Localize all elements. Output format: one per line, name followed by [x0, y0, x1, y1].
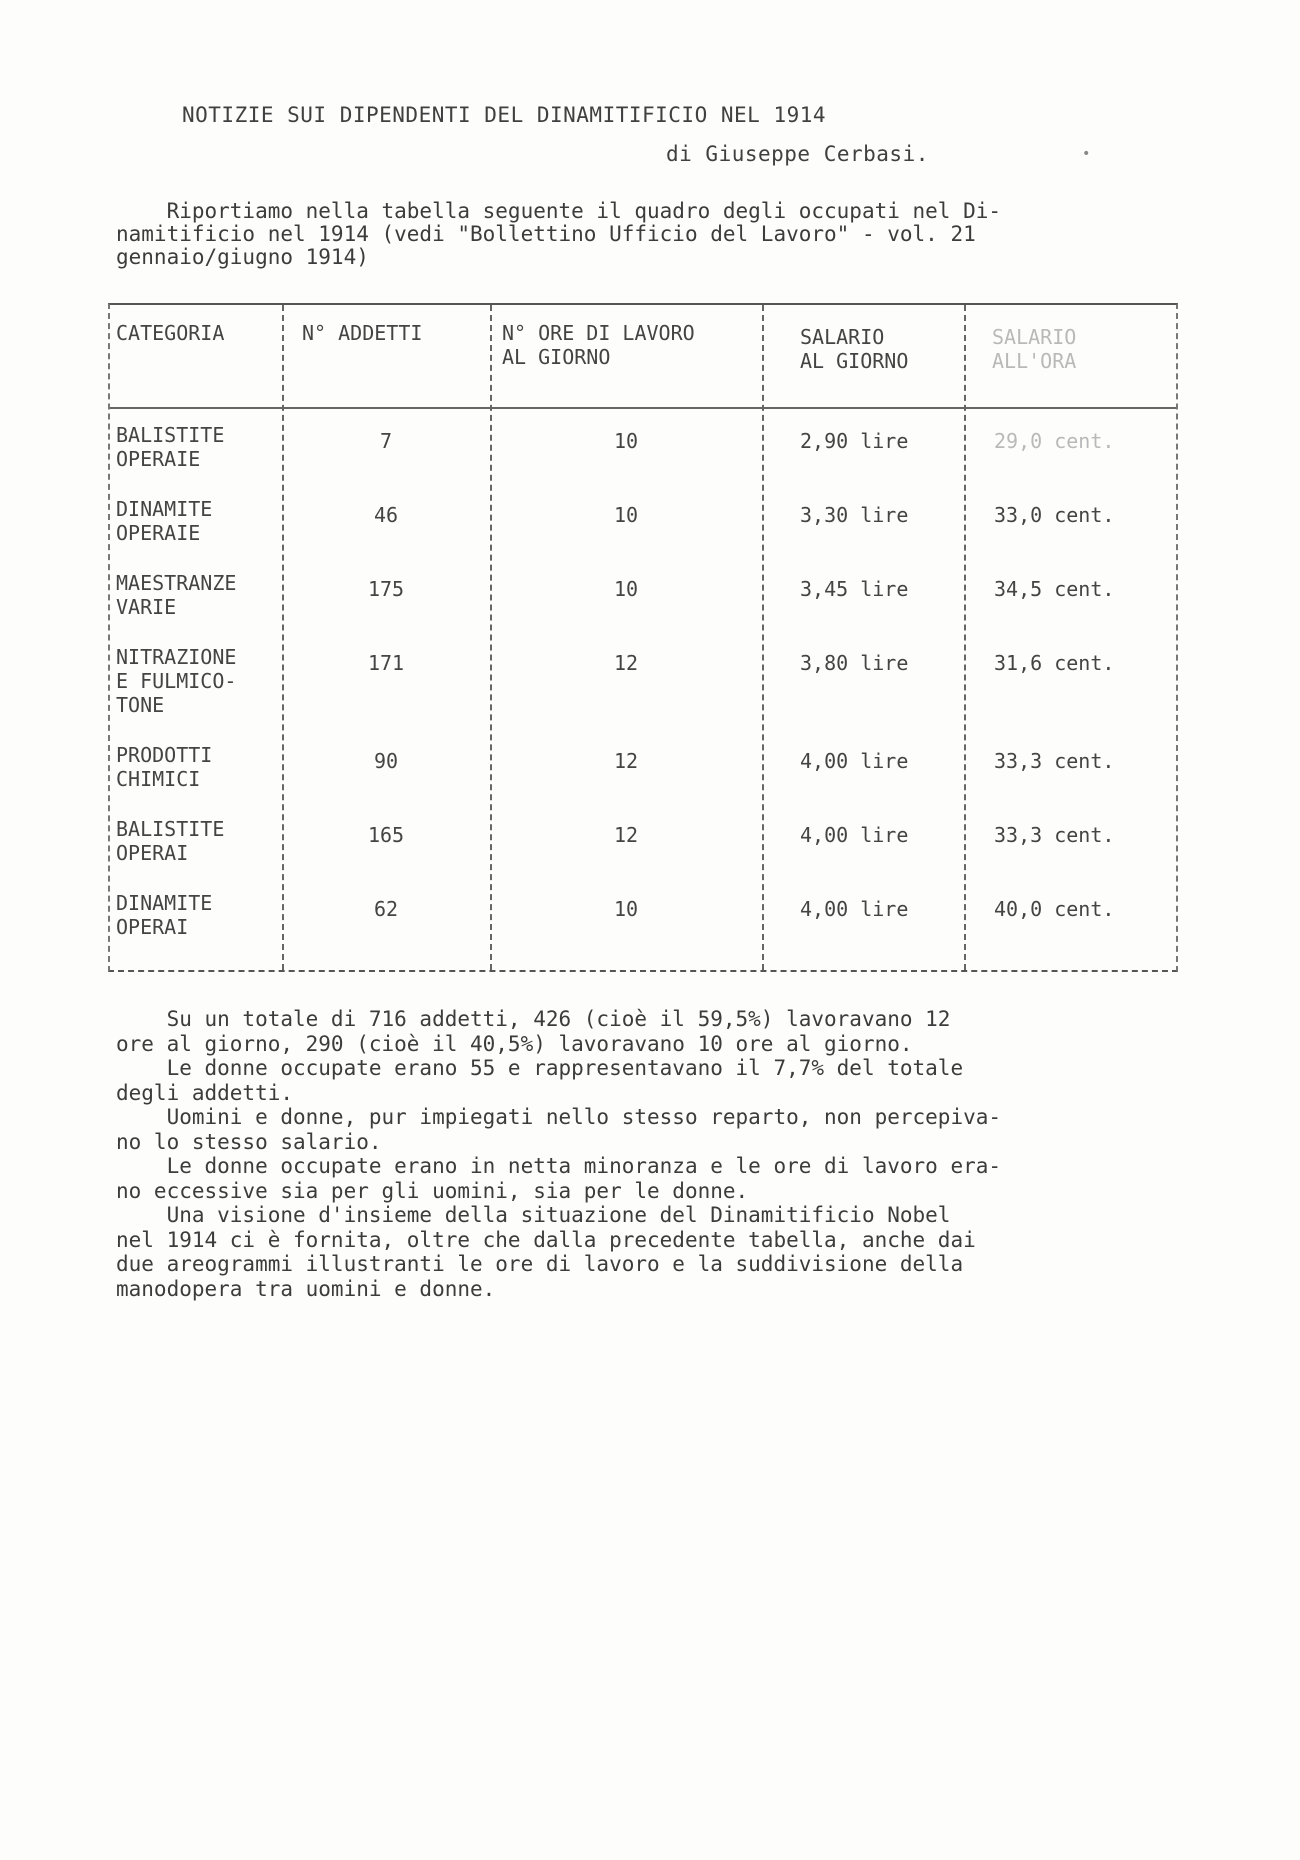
- intro-paragraph: [116, 200, 1206, 269]
- row-1-categoria: BALISTITE OPERAIE: [116, 423, 225, 471]
- body-line: no eccessive sia per gli uomini, sia per le donne.: [116, 1178, 749, 1203]
- body-paragraphs: [116, 1007, 1206, 1301]
- body-line: Una visione d'insieme della situazione del Dinamitificio Nobel: [116, 1203, 951, 1227]
- row-6-ore: 12: [613, 823, 639, 847]
- row-3-addetti: 175: [367, 577, 405, 601]
- column-divider: [282, 305, 284, 970]
- column-divider: [964, 305, 966, 970]
- header-divider: [110, 407, 1176, 409]
- body-line: ore al giorno, 290 (cioè il 40,5%) lavoravano 10 ore al giorno.: [116, 1031, 913, 1056]
- body-line: Le donne occupate erano 55 e rappresentavano il 7,7% del totale: [116, 1056, 964, 1080]
- row-3-categoria: MAESTRANZE VARIE: [116, 571, 237, 619]
- row-4-ore: 12: [613, 651, 639, 675]
- row-1-ore: 10: [613, 429, 639, 453]
- body-line: degli addetti.: [116, 1080, 294, 1105]
- header-ore: N° ORE DI LAVORO AL GIORNO: [502, 321, 695, 369]
- row-5-addetti: 90: [373, 749, 399, 773]
- row-2-salario-ora: 33,0 cent.: [994, 503, 1115, 527]
- column-divider: [490, 305, 492, 970]
- row-5-categoria: PRODOTTI CHIMICI: [116, 743, 213, 791]
- intro-line: namitificio nel 1914 (vedi "Bollettino Ufficio del Lavoro" - vol. 21: [116, 222, 976, 246]
- row-7-salario-giorno: 4,00 lire: [800, 897, 909, 921]
- row-7-ore: 10: [613, 897, 639, 921]
- row-4-addetti: 171: [367, 651, 405, 675]
- document-author: di Giuseppe Cerbasi.: [666, 142, 929, 166]
- row-4-categoria: NITRAZIONE E FULMICO- TONE: [116, 645, 237, 717]
- row-1-salario-ora: 29,0 cent.: [994, 429, 1115, 453]
- row-3-salario-ora: 34,5 cent.: [994, 577, 1115, 601]
- row-1-salario-giorno: 2,90 lire: [800, 429, 909, 453]
- body-line: Le donne occupate erano in netta minoranza e le ore di lavoro era-: [116, 1154, 1002, 1178]
- row-2-addetti: 46: [373, 503, 399, 527]
- body-line: Su un totale di 716 addetti, 426 (cioè il 59,5%) lavoravano 12: [116, 1007, 951, 1031]
- row-7-categoria: DINAMITE OPERAI: [116, 891, 213, 939]
- row-4-salario-giorno: 3,80 lire: [800, 651, 909, 675]
- row-3-ore: 10: [613, 577, 639, 601]
- body-line: nel 1914 ci è fornita, oltre che dalla precedente tabella, anche dai: [116, 1227, 976, 1252]
- body-line: no lo stesso salario.: [116, 1129, 382, 1154]
- row-6-addetti: 165: [367, 823, 405, 847]
- row-7-salario-ora: 40,0 cent.: [994, 897, 1115, 921]
- row-5-salario-giorno: 4,00 lire: [800, 749, 909, 773]
- header-salario-giorno: SALARIO AL GIORNO: [800, 325, 909, 373]
- body-line: Uomini e donne, pur impiegati nello stesso reparto, non percepiva-: [116, 1105, 1002, 1129]
- document-title: NOTIZIE SUI DIPENDENTI DEL DINAMITIFICIO NEL 1914: [182, 103, 827, 127]
- column-divider: [762, 305, 764, 970]
- row-2-salario-giorno: 3,30 lire: [800, 503, 909, 527]
- row-2-ore: 10: [613, 503, 639, 527]
- row-1-addetti: 7: [379, 429, 393, 453]
- body-line: due areogrammi illustranti le ore di lavoro e la suddivisione della: [116, 1252, 964, 1276]
- employees-table: [108, 303, 1178, 972]
- row-5-salario-ora: 33,3 cent.: [994, 749, 1115, 773]
- row-2-categoria: DINAMITE OPERAIE: [116, 497, 213, 545]
- row-4-salario-ora: 31,6 cent.: [994, 651, 1115, 675]
- header-salario-ora: SALARIO ALL'ORA: [992, 325, 1077, 373]
- row-6-categoria: BALISTITE OPERAI: [116, 817, 225, 865]
- row-6-salario-giorno: 4,00 lire: [800, 823, 909, 847]
- header-addetti: N° ADDETTI: [302, 321, 423, 345]
- intro-line: gennaio/giugno 1914): [116, 245, 369, 269]
- body-line: manodopera tra uomini e donne.: [116, 1276, 496, 1301]
- row-7-addetti: 62: [373, 897, 399, 921]
- margin-mark-icon: •: [1082, 146, 1091, 162]
- row-3-salario-giorno: 3,45 lire: [800, 577, 909, 601]
- header-categoria: CATEGORIA: [116, 321, 225, 345]
- row-5-ore: 12: [613, 749, 639, 773]
- intro-line: Riportiamo nella tabella seguente il quadro degli occupati nel Di-: [116, 199, 1002, 223]
- row-6-salario-ora: 33,3 cent.: [994, 823, 1115, 847]
